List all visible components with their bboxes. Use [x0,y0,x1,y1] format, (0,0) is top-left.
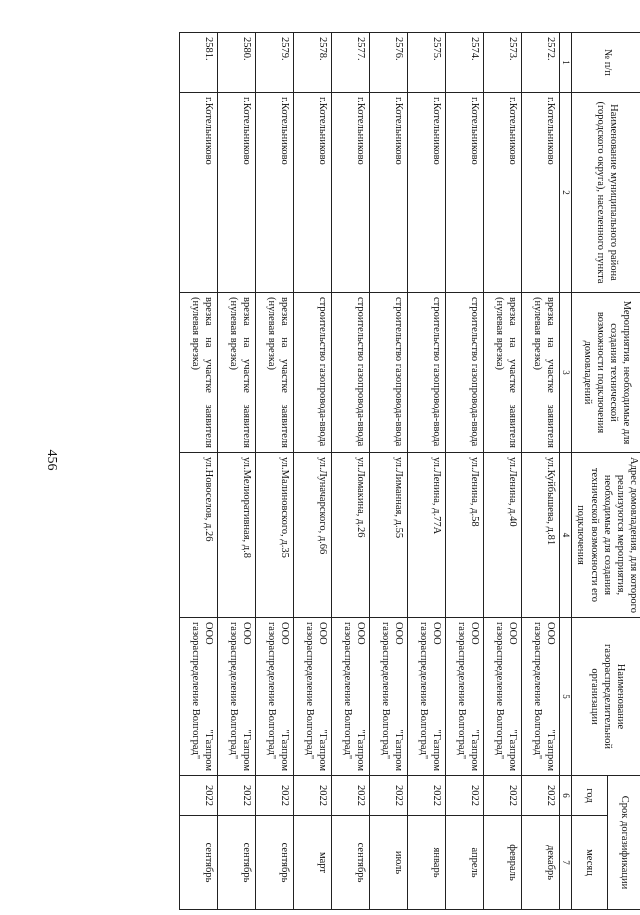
header-measure: Мероприятия, необходимые для создания технической возможности подключения домовладений [572,293,640,453]
row-organization: ООО "Газпром газораспределение Волгоград" [180,618,218,776]
column-number: 1 [560,33,572,93]
header-term: Срок догазификации [607,776,640,910]
rotated-page [103,32,640,909]
row-organization: ООО "Газпром газораспределение Волгоград" [484,618,522,776]
row-address: ул.Куйбышева, д.81 [522,453,560,618]
header-month: месяц [572,816,607,910]
row-number: 2576. [370,33,408,93]
table-row [370,33,408,910]
row-settlement: г.Котельниково [370,93,408,293]
row-year: 2022 [294,776,332,816]
gasification-table [179,32,640,910]
row-number: 2575. [408,33,446,93]
table-row [256,33,294,910]
row-address: ул.Луначарского, д.66 [294,453,332,618]
row-settlement: г.Котельниково [180,93,218,293]
column-number: 6 [560,776,572,816]
row-year: 2022 [370,776,408,816]
row-number: 2574. [446,33,484,93]
row-address: ул.Ленина, д.58 [446,453,484,618]
row-settlement: г.Котельниково [218,93,256,293]
row-measure: строительство газопровода-ввода [332,293,370,453]
row-settlement: г.Котельниково [484,93,522,293]
table-row [522,33,560,910]
row-month: февраль [484,816,522,910]
row-address: ул.Ленина, д.40 [484,453,522,618]
table-row [180,33,218,910]
row-organization: ООО "Газпром газораспределение Волгоград" [370,618,408,776]
row-organization: ООО "Газпром газораспределение Волгоград" [332,618,370,776]
row-address: ул.Новоселов, д.26 [180,453,218,618]
table-row [484,33,522,910]
row-address: ул.Лиманная, д.55 [370,453,408,618]
row-number: 2577. [332,33,370,93]
row-organization: ООО "Газпром газораспределение Волгоград" [218,618,256,776]
row-measure: строительство газопровода-ввода [370,293,408,453]
row-organization: ООО "Газпром газораспределение Волгоград" [408,618,446,776]
row-settlement: г.Котельниково [256,93,294,293]
row-address: ул.Малиновского, д.35 [256,453,294,618]
rotated-content [103,32,640,909]
column-number: 4 [560,453,572,618]
row-month: январь [408,816,446,910]
row-year: 2022 [256,776,294,816]
row-organization: ООО "Газпром газораспределение Волгоград" [256,618,294,776]
row-number: 2573. [484,33,522,93]
row-month: июль [370,816,408,910]
row-measure: врезка на участке заявителя (нулевая врезка) [484,293,522,453]
row-year: 2022 [332,776,370,816]
row-number: 2579. [256,33,294,93]
row-organization: ООО "Газпром газораспределение Волгоград" [522,618,560,776]
header-number: № п/п [572,33,640,93]
row-address: ул.Ленина, д.77А [408,453,446,618]
header-settlement: Наименование муниципального района (городского округа), населенного пункта [572,93,640,293]
row-organization: ООО "Газпром газораспределение Волгоград" [294,618,332,776]
table-row [408,33,446,910]
header-organization: Наименование газораспределительной организации [572,618,640,776]
table-body [180,33,560,910]
table-row [446,33,484,910]
column-number: 5 [560,618,572,776]
column-number: 3 [560,293,572,453]
row-year: 2022 [180,776,218,816]
row-year: 2022 [218,776,256,816]
row-number: 2578. [294,33,332,93]
row-month: сентябрь [180,816,218,910]
header-row [607,33,640,910]
row-month: апрель [446,816,484,910]
row-year: 2022 [522,776,560,816]
row-settlement: г.Котельниково [332,93,370,293]
table-row [218,33,256,910]
row-measure: строительство газопровода-ввода [294,293,332,453]
row-measure: строительство газопровода-ввода [408,293,446,453]
row-address: ул.Мелиоративная, д.8 [218,453,256,618]
row-year: 2022 [446,776,484,816]
column-number-row [560,33,572,910]
row-number: 2581. [180,33,218,93]
row-measure: врезка на участке заявителя (нулевая врезка) [522,293,560,453]
row-year: 2022 [408,776,446,816]
row-number: 2580. [218,33,256,93]
row-measure: врезка на участке заявителя (нулевая врезка) [180,293,218,453]
column-number: 2 [560,93,572,293]
row-settlement: г.Котельниково [408,93,446,293]
row-measure: строительство газопровода-ввода [446,293,484,453]
row-measure: врезка на участке заявителя (нулевая врезка) [256,293,294,453]
row-organization: ООО "Газпром газораспределение Волгоград" [446,618,484,776]
row-settlement: г.Котельниково [294,93,332,293]
table-row [294,33,332,910]
row-settlement: г.Котельниково [522,93,560,293]
row-month: сентябрь [256,816,294,910]
row-month: сентябрь [332,816,370,910]
header-address: Адрес домовладения, для которого реализуются мероприятия, необходимые для создания технической возможности его подключения [572,453,640,618]
row-month: март [294,816,332,910]
row-month: декабрь [522,816,560,910]
header-year: год [572,776,607,816]
row-number: 2572. [522,33,560,93]
page-number: 456 [44,449,59,471]
row-year: 2022 [484,776,522,816]
column-number: 7 [560,816,572,910]
row-settlement: г.Котельниково [446,93,484,293]
row-address: ул.Ломакина, д.26 [332,453,370,618]
row-measure: врезка на участке заявителя (нулевая врезка) [218,293,256,453]
table-row [332,33,370,910]
row-month: сентябрь [218,816,256,910]
